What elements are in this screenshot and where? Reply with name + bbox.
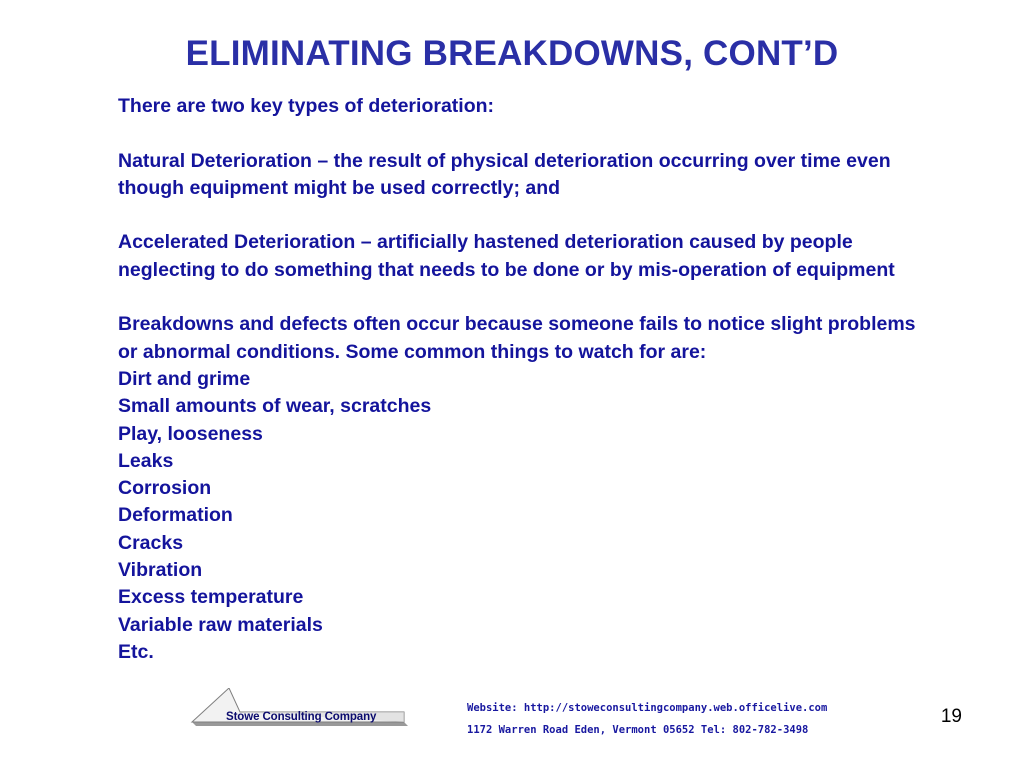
- company-logo-text: Stowe Consulting Company: [226, 711, 377, 723]
- list-item: Etc.: [118, 640, 154, 663]
- address-text: 1172 Warren Road Eden, Vermont 05652 Tel: 802-782-3498: [467, 724, 809, 736]
- list-item: Small amounts of wear, scratches: [118, 395, 432, 418]
- list-item: Deformation: [118, 504, 233, 527]
- company-footer: [467, 697, 827, 741]
- list-item: Dirt and grime: [118, 367, 251, 390]
- list-item: Variable raw materials: [118, 613, 323, 636]
- breakdowns-text: Breakdowns and defects often occur because someone fails to notice slight problems or abnormal conditions. Some common things to watch for are:: [118, 313, 916, 363]
- accelerated-deterioration-text: Accelerated Deterioration – artificially hastened deterioration caused by people neglecting to do something that needs to be done or by mis-operation of equipment: [118, 231, 895, 281]
- list-item: Excess temperature: [118, 586, 304, 609]
- list-item: Vibration: [118, 559, 203, 582]
- list-item: Cracks: [118, 531, 184, 554]
- spacer: [118, 202, 918, 229]
- intro-text: There are two key types of deterioration:: [118, 95, 495, 117]
- list-item: Leaks: [118, 449, 174, 472]
- watch-list: [118, 366, 918, 666]
- website-text: Website: http://stoweconsultingcompany.web.officelive.com: [467, 702, 828, 714]
- spacer: [118, 120, 918, 147]
- page-number: 19: [940, 706, 962, 727]
- natural-deterioration-text: Natural Deterioration – the result of physical deterioration occurring over time even though equipment might be used correctly; and: [118, 149, 891, 199]
- list-item: Corrosion: [118, 477, 212, 500]
- slide-body: [118, 93, 918, 666]
- list-item: Play, looseness: [118, 422, 263, 445]
- slide-title: ELIMINATING BREAKDOWNS, CONT’D: [185, 34, 839, 73]
- spacer: [118, 284, 918, 311]
